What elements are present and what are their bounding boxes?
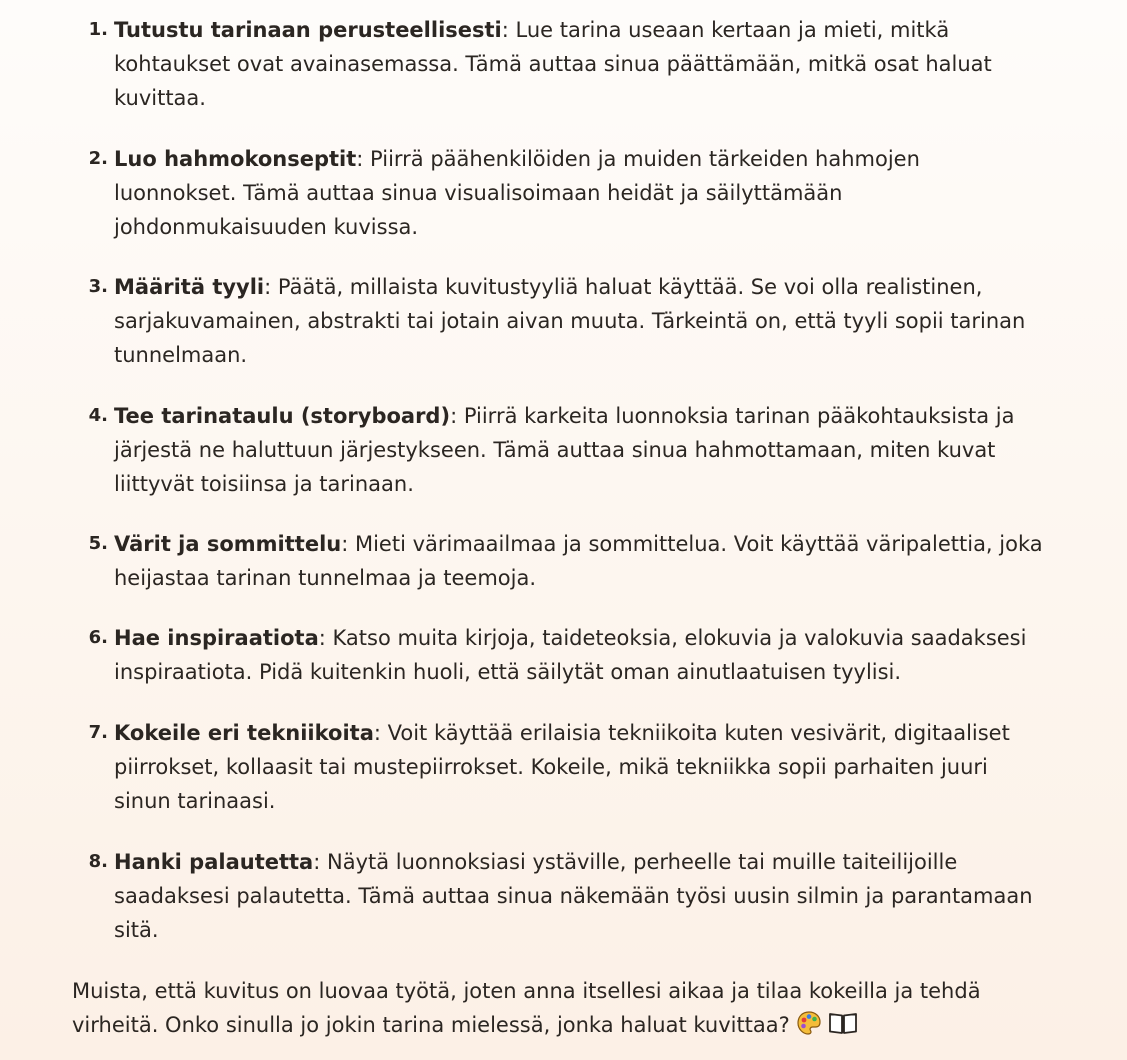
step-text bbox=[114, 142, 1114, 244]
open-book-icon bbox=[828, 1010, 858, 1046]
step-line: tunnelmaan. bbox=[114, 343, 248, 367]
step-line: sarjakuvamainen, abstrakti tai jotain aivan muuta. Tärkeintä on, että tyyli sopii tarinan bbox=[114, 309, 1026, 333]
step-line: luonnokset. Tämä auttaa sinua visualisoimaan heidät ja säilyttämään bbox=[114, 181, 843, 205]
step-line: heijastaa tarinan tunnelmaa ja teemoja. bbox=[114, 566, 537, 590]
step-title: Hanki palautetta bbox=[114, 850, 314, 874]
step-title: Värit ja sommittelu bbox=[114, 532, 342, 556]
step-line bbox=[114, 621, 1114, 655]
step-number: 8. bbox=[88, 851, 108, 872]
step-line bbox=[114, 399, 1114, 433]
step-text bbox=[114, 716, 1114, 818]
artist-palette-icon bbox=[796, 1010, 822, 1046]
step-line bbox=[114, 13, 1114, 47]
step-line bbox=[114, 142, 1114, 176]
step-line-text: : Lue tarina useaan kertaan ja mieti, mitkä bbox=[501, 18, 950, 42]
step-number: 4. bbox=[88, 405, 108, 426]
step-number: 6. bbox=[88, 627, 108, 648]
step-title: Tutustu tarinaan perusteellisesti bbox=[114, 18, 502, 42]
step-line-text: : Päätä, millaista kuvitustyyliä haluat käyttää. Se voi olla realistinen, bbox=[264, 275, 983, 299]
step-text bbox=[114, 621, 1114, 689]
step-line bbox=[114, 845, 1114, 879]
step-line bbox=[114, 270, 1114, 304]
step-title: Luo hahmokonseptit bbox=[114, 147, 357, 171]
step-line: saadaksesi palautetta. Tämä auttaa sinua näkemään työsi uusin silmin ja parantamaan bbox=[114, 884, 1033, 908]
step-text bbox=[114, 270, 1114, 372]
closing-line-text: virheitä. Onko sinulla jo jokin tarina mielessä, jonka haluat kuvittaa? bbox=[72, 1013, 790, 1037]
step-text bbox=[114, 13, 1114, 115]
closing-line: Muista, että kuvitus on luovaa työtä, joten anna itsellesi aikaa ja tilaa kokeilla ja tehdä bbox=[72, 979, 981, 1003]
step-number: 5. bbox=[88, 533, 108, 554]
step-line: kuvittaa. bbox=[114, 86, 206, 110]
step-line: piirrokset, kollaasit tai mustepiirrokset. Kokeile, mikä tekniikka sopii parhaiten juuri bbox=[114, 755, 988, 779]
step-line bbox=[114, 527, 1114, 561]
step-number: 3. bbox=[88, 276, 108, 297]
step-number: 2. bbox=[88, 148, 108, 169]
step-line: inspiraatiota. Pidä kuitenkin huoli, että säilytät oman ainutlaatuisen tyylisi. bbox=[114, 660, 902, 684]
step-line: liittyvät toisiinsa ja tarinaan. bbox=[114, 472, 414, 496]
step-line-text: : Voit käyttää erilaisia tekniikoita kuten vesivärit, digitaaliset bbox=[373, 721, 1010, 745]
step-line: kohtaukset ovat avainasemassa. Tämä auttaa sinua päättämään, mitkä osat haluat bbox=[114, 52, 992, 76]
step-text bbox=[114, 527, 1114, 595]
closing-line bbox=[72, 1008, 1112, 1042]
step-text bbox=[114, 845, 1114, 947]
closing-paragraph bbox=[72, 974, 1112, 1042]
step-line-text: : Katso muita kirjoja, taideteoksia, elokuvia ja valokuvia saadaksesi bbox=[318, 626, 1027, 650]
step-number: 7. bbox=[88, 722, 108, 743]
step-line-text: : Piirrä päähenkilöiden ja muiden tärkeiden hahmojen bbox=[356, 147, 920, 171]
step-line: sinun tarinaasi. bbox=[114, 789, 276, 813]
step-line: sitä. bbox=[114, 918, 159, 942]
step-line: johdonmukaisuuden kuvissa. bbox=[114, 215, 419, 239]
step-title: Määritä tyyli bbox=[114, 275, 265, 299]
step-title: Kokeile eri tekniikoita bbox=[114, 721, 374, 745]
step-line-text: : Piirrä karkeita luonnoksia tarinan pääkohtauksista ja bbox=[450, 404, 1015, 428]
step-line-text: : Mieti värimaailmaa ja sommittelua. Voit käyttää väripalettia, joka bbox=[341, 532, 1043, 556]
step-line-text: : Näytä luonnoksiasi ystäville, perheelle tai muille taiteilijoille bbox=[313, 850, 958, 874]
step-number: 1. bbox=[88, 19, 108, 40]
step-line bbox=[114, 716, 1114, 750]
step-title: Tee tarinataulu (storyboard) bbox=[114, 404, 451, 428]
step-line: järjestä ne haluttuun järjestykseen. Tämä auttaa sinua hahmottamaan, miten kuvat bbox=[114, 438, 996, 462]
step-text bbox=[114, 399, 1114, 501]
step-title: Hae inspiraatiota bbox=[114, 626, 319, 650]
